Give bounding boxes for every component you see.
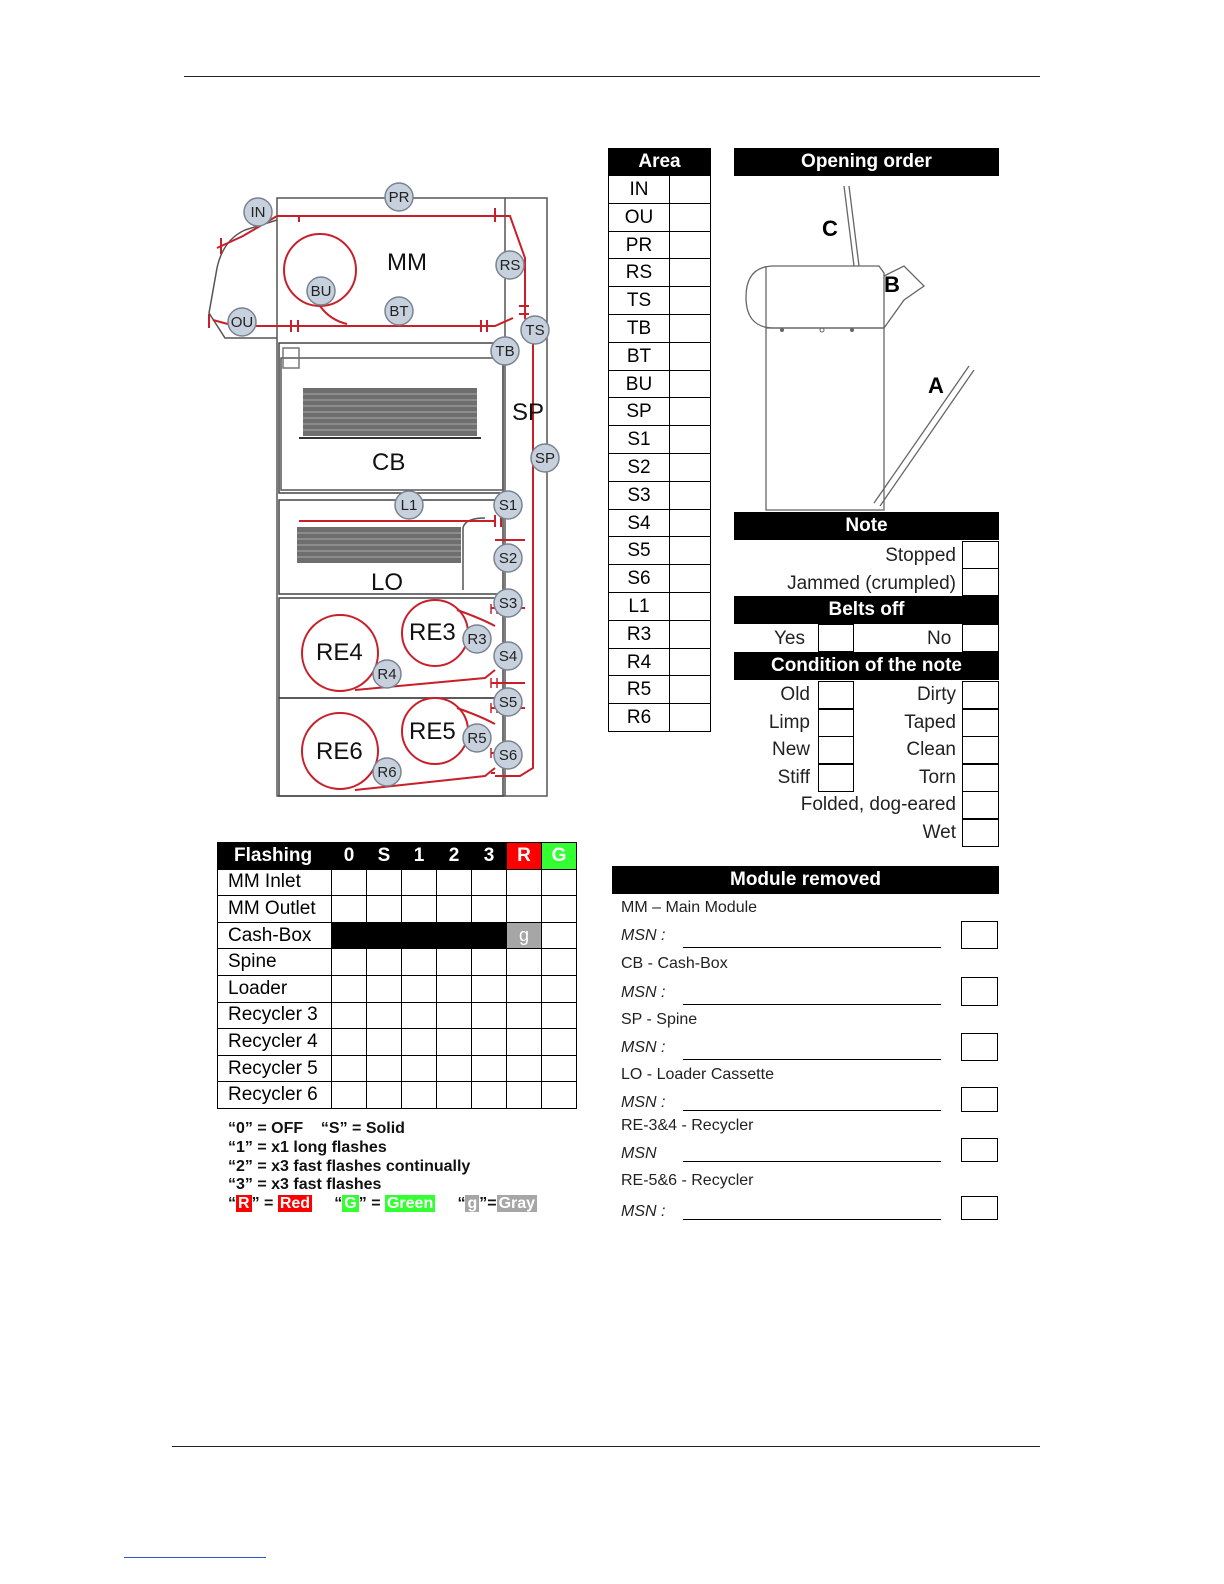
area-checkbox[interactable] [670, 371, 710, 398]
area-row [608, 232, 711, 260]
note-jammed-checkbox[interactable] [962, 568, 999, 596]
module-removed-title: CB - Cash-Box [621, 955, 728, 972]
col-green: G [542, 843, 577, 870]
condition-new-checkbox[interactable] [818, 736, 854, 764]
legend-line-3: “2” = x3 fast flashes continually [228, 1158, 471, 1175]
flashing-cell[interactable] [542, 896, 577, 923]
area-code: S6 [609, 565, 670, 592]
msn-input-line[interactable] [683, 1161, 941, 1162]
legend-green-word: Green [386, 1195, 434, 1212]
flashing-cell[interactable] [437, 1055, 472, 1082]
condition-stiff-label: Stiff [777, 766, 810, 788]
msn-label: MSN : [621, 927, 666, 944]
col-1: 1 [402, 843, 437, 870]
msn-input-line[interactable] [683, 947, 941, 948]
flashing-cell[interactable] [472, 949, 507, 976]
area-code: TB [609, 315, 670, 342]
flashing-cell[interactable] [367, 975, 402, 1002]
belts-no-label: No [927, 628, 952, 649]
msn-label: MSN [621, 1145, 657, 1162]
flashing-cell [472, 922, 507, 949]
flashing-cell[interactable] [437, 896, 472, 923]
area-checkbox[interactable] [670, 426, 710, 453]
flashing-cell[interactable] [402, 1002, 437, 1029]
module-removed-checkbox[interactable] [961, 1087, 998, 1112]
note-path [209, 208, 533, 790]
sensor-s1-label: S1 [498, 497, 518, 514]
flashing-cell[interactable] [507, 896, 542, 923]
area-row [608, 621, 711, 649]
module-removed-header: Module removed [612, 866, 999, 894]
flashing-header: Flashing [218, 843, 332, 870]
area-row [608, 482, 711, 510]
module-re3: RE3 [409, 619, 456, 646]
sensor-rs-label: RS [499, 257, 521, 274]
area-row [608, 315, 711, 343]
area-row [608, 204, 711, 232]
msn-label: MSN : [621, 1203, 666, 1220]
area-row [608, 287, 711, 315]
note-stopped-checkbox[interactable] [962, 541, 999, 569]
sensor-r5-label: R5 [467, 730, 487, 747]
condition-folded-dog-eared-checkbox[interactable] [962, 791, 999, 819]
flashing-cell[interactable] [332, 896, 367, 923]
legend-line-4: “3” = x3 fast flashes [228, 1176, 382, 1193]
area-row [608, 676, 711, 704]
sensor-sp-label: SP [534, 450, 556, 467]
area-code: R6 [609, 704, 670, 731]
module-removed-checkbox[interactable] [961, 921, 998, 949]
module-sp: SP [512, 399, 545, 426]
sensor-r4-label: R4 [377, 666, 397, 683]
legend-line-2: “1” = x1 long flashes [228, 1139, 387, 1156]
sensor-pr-label: PR [388, 189, 410, 206]
area-code: IN [609, 176, 670, 203]
module-removed-title: SP - Spine [621, 1011, 698, 1028]
sensor-ou-label: OU [230, 314, 254, 331]
flashing-cell[interactable] [472, 896, 507, 923]
area-checkbox[interactable] [670, 704, 710, 731]
flashing-cell[interactable] [472, 1029, 507, 1056]
note-stopped-label: Stopped [885, 545, 956, 566]
area-code: TS [609, 287, 670, 314]
col-2: 2 [437, 843, 472, 870]
area-row [608, 565, 711, 593]
area-checkbox[interactable] [670, 204, 710, 231]
module-removed-title: MM – Main Module [621, 899, 758, 916]
area-code: R5 [609, 676, 670, 703]
flashing-cell[interactable] [367, 1082, 402, 1109]
flashing-cell[interactable] [332, 869, 367, 896]
area-row [608, 343, 711, 371]
flashing-cell[interactable] [472, 1002, 507, 1029]
flashing-cell[interactable] [367, 869, 402, 896]
sensor-s4-label: S4 [498, 648, 518, 665]
flashing-table [217, 842, 577, 1109]
area-code: R3 [609, 621, 670, 648]
flashing-cell[interactable] [507, 1082, 542, 1109]
flashing-row-label: Recycler 3 [218, 1002, 332, 1029]
condition-clean-checkbox[interactable] [962, 736, 999, 764]
flashing-row [218, 922, 577, 949]
area-checkbox[interactable] [670, 232, 710, 259]
condition-old-label: Old [780, 684, 810, 705]
flashing-cell[interactable] [332, 975, 367, 1002]
msn-label: MSN : [621, 1094, 666, 1111]
area-checkbox[interactable] [670, 676, 710, 703]
opening-order-header: Opening order [734, 148, 999, 176]
area-row [608, 426, 711, 454]
flashing-cell[interactable] [437, 869, 472, 896]
flashing-cell[interactable] [332, 1002, 367, 1029]
module-re5: RE5 [409, 718, 456, 745]
flashing-cell[interactable] [437, 1029, 472, 1056]
area-code: RS [609, 259, 670, 286]
area-row [608, 259, 711, 287]
flashing-cell[interactable] [472, 869, 507, 896]
sensor-in-label: IN [250, 204, 266, 221]
bottom-rule [172, 1446, 1040, 1447]
flashing-row-label: Cash-Box [218, 922, 332, 949]
module-removed-title: RE-3&4 - Recycler [621, 1117, 754, 1134]
sensor-r6-label: R6 [377, 764, 397, 781]
flashing-row-label: Spine [218, 949, 332, 976]
area-checkbox[interactable] [670, 343, 710, 370]
area-checkbox[interactable] [670, 621, 710, 648]
flashing-row [218, 1055, 577, 1082]
condition-old-checkbox[interactable] [818, 681, 854, 709]
flashing-cell[interactable] [402, 1055, 437, 1082]
condition-wet-checkbox[interactable] [962, 819, 999, 847]
opening-order-diagram [734, 178, 999, 513]
module-removed-checkbox[interactable] [961, 1033, 998, 1061]
condition-wet-label: Wet [922, 821, 956, 843]
flashing-cell[interactable] [367, 1055, 402, 1082]
area-code: BT [609, 343, 670, 370]
flashing-cell[interactable]: g [507, 922, 542, 949]
flashing-cell [367, 922, 402, 949]
machine-path-diagram [195, 178, 575, 808]
flashing-cell[interactable] [437, 975, 472, 1002]
flashing-cell[interactable] [367, 1002, 402, 1029]
condition-stiff-checkbox[interactable] [818, 764, 854, 792]
flashing-row-label: MM Outlet [218, 896, 332, 923]
flashing-row [218, 1082, 577, 1109]
area-table [608, 148, 711, 732]
flashing-row [218, 896, 577, 923]
area-code: PR [609, 232, 670, 259]
module-mm: MM [387, 249, 427, 276]
area-checkbox[interactable] [670, 315, 710, 342]
condition-new-label: New [771, 739, 810, 760]
area-code: SP [609, 398, 670, 425]
sensor-s6-label: S6 [498, 747, 518, 764]
flashing-cell[interactable] [472, 1082, 507, 1109]
flashing-cell [437, 922, 472, 949]
module-re6: RE6 [316, 738, 363, 765]
area-checkbox[interactable] [670, 454, 710, 481]
flashing-cell[interactable] [542, 869, 577, 896]
flashing-cell[interactable] [402, 869, 437, 896]
flashing-cell[interactable] [542, 1082, 577, 1109]
msn-input-line[interactable] [683, 1110, 941, 1111]
flashing-cell[interactable] [472, 1055, 507, 1082]
legend-r-symbol: R [238, 1195, 250, 1212]
msn-input-line[interactable] [683, 1219, 941, 1220]
flashing-cell[interactable] [402, 1029, 437, 1056]
col-0: 0 [332, 843, 367, 870]
flashing-cell[interactable] [402, 949, 437, 976]
flashing-row [218, 1002, 577, 1029]
legend-line-1: “0” = OFF “S” = Solid [228, 1120, 405, 1137]
flashing-cell[interactable] [507, 1029, 542, 1056]
area-checkbox[interactable] [670, 259, 710, 286]
area-row [608, 510, 711, 538]
flashing-cell [402, 922, 437, 949]
flashing-cell[interactable] [507, 975, 542, 1002]
area-checkbox[interactable] [670, 649, 710, 676]
flashing-cell[interactable] [542, 949, 577, 976]
flashing-cell[interactable] [437, 1082, 472, 1109]
area-row [608, 398, 711, 426]
flashing-row [218, 975, 577, 1002]
note-jammed-label: Jammed (crumpled) [787, 573, 956, 594]
flashing-cell[interactable] [542, 975, 577, 1002]
condition-folded-dog-eared-label: Folded, dog-eared [800, 794, 956, 815]
flashing-row-label: Recycler 5 [218, 1055, 332, 1082]
area-code: S2 [609, 454, 670, 481]
area-code: S1 [609, 426, 670, 453]
sensor-l1-label: L1 [400, 497, 418, 514]
flashing-cell[interactable] [507, 1002, 542, 1029]
legend-g-symbol: G [344, 1195, 357, 1212]
sensor-s2-label: S2 [498, 550, 518, 567]
area-header: Area [608, 148, 711, 176]
module-removed-checkbox[interactable] [961, 1138, 998, 1162]
area-code: OU [609, 204, 670, 231]
area-code: S5 [609, 537, 670, 564]
condition-taped-checkbox[interactable] [962, 709, 999, 737]
area-row [608, 704, 711, 732]
sensor-bt-label: BT [389, 303, 409, 320]
flashing-cell[interactable] [367, 896, 402, 923]
flashing-cell[interactable] [332, 1055, 367, 1082]
module-removed-checkbox[interactable] [961, 1196, 998, 1220]
module-removed-checkbox[interactable] [961, 977, 998, 1006]
flashing-cell[interactable] [332, 1082, 367, 1109]
sensor-s5-label: S5 [498, 694, 518, 711]
legend-g-gray-symbol: g [467, 1195, 478, 1212]
sensor-ts-label: TS [525, 322, 545, 339]
belts-yes-checkbox[interactable] [818, 624, 854, 652]
module-cb: CB [372, 449, 406, 476]
condition-taped-label: Taped [904, 711, 956, 733]
flashing-cell[interactable] [437, 1002, 472, 1029]
module-lo: LO [371, 569, 404, 596]
flashing-cell[interactable] [402, 896, 437, 923]
module-removed-title: RE-5&6 - Recycler [621, 1172, 754, 1189]
flashing-cell[interactable] [507, 949, 542, 976]
label-a: A [928, 373, 944, 398]
flashing-cell[interactable] [402, 1082, 437, 1109]
area-code: S3 [609, 482, 670, 509]
note-header: Note [734, 512, 999, 540]
belts-off-header: Belts off [734, 596, 999, 624]
condition-limp-checkbox[interactable] [818, 709, 854, 737]
condition-torn-checkbox[interactable] [962, 764, 999, 792]
flashing-row [218, 949, 577, 976]
belts-yes-label: Yes [774, 628, 805, 649]
label-c: C [822, 216, 838, 241]
area-checkbox[interactable] [670, 176, 710, 203]
flashing-cell [332, 922, 367, 949]
flashing-cell[interactable] [437, 949, 472, 976]
col-red: R [507, 843, 542, 870]
flashing-cell[interactable] [507, 1055, 542, 1082]
area-checkbox[interactable] [670, 510, 710, 537]
area-row [608, 454, 711, 482]
module-re4: RE4 [316, 639, 363, 666]
legend-gray-word: Gray [498, 1195, 536, 1212]
condition-dirty-label: Dirty [916, 684, 956, 705]
area-row [608, 649, 711, 677]
flashing-cell[interactable] [542, 1029, 577, 1056]
flashing-row [218, 869, 577, 896]
col-3: 3 [472, 843, 507, 870]
condition-dirty-checkbox[interactable] [962, 681, 999, 709]
condition-torn-label: Torn [919, 766, 956, 788]
area-code: R4 [609, 649, 670, 676]
sensor-bu-label: BU [310, 283, 332, 300]
module-removed-title: LO - Loader Cassette [621, 1066, 774, 1083]
sensor-tb-label: TB [495, 343, 515, 360]
footer-link-rule [124, 1557, 266, 1558]
condition-clean-label: Clean [906, 739, 956, 760]
area-code: BU [609, 371, 670, 398]
belts-no-checkbox[interactable] [962, 624, 999, 652]
area-checkbox[interactable] [670, 565, 710, 592]
area-checkbox[interactable] [670, 537, 710, 564]
flashing-cell[interactable] [332, 1029, 367, 1056]
flashing-cell[interactable] [542, 1055, 577, 1082]
area-checkbox[interactable] [670, 398, 710, 425]
condition-limp-label: Limp [768, 711, 810, 733]
area-row [608, 593, 711, 621]
flashing-row-label: Loader [218, 975, 332, 1002]
area-row [608, 537, 711, 565]
flashing-cell[interactable] [402, 975, 437, 1002]
area-code: L1 [609, 593, 670, 620]
flashing-cell[interactable] [332, 949, 367, 976]
area-checkbox[interactable] [670, 287, 710, 314]
col-s: S [367, 843, 402, 870]
sensor-r3-label: R3 [467, 631, 487, 648]
label-b: B [884, 272, 900, 297]
msn-input-line[interactable] [683, 1059, 941, 1060]
legend-colors: “ R ” = Red “ G ” = Green “ g ”= Gray [228, 1195, 536, 1212]
flashing-cell[interactable] [542, 922, 577, 949]
flashing-cell[interactable] [367, 1029, 402, 1056]
cashbox-note-stack [299, 388, 481, 438]
area-row [608, 371, 711, 399]
flashing-row-label: MM Inlet [218, 869, 332, 896]
msn-label: MSN : [621, 984, 666, 1001]
flashing-cell[interactable] [542, 1002, 577, 1029]
flashing-cell[interactable] [367, 949, 402, 976]
top-rule [184, 76, 1040, 77]
area-checkbox[interactable] [670, 482, 710, 509]
msn-input-line[interactable] [683, 1004, 941, 1005]
legend-red-word: Red [279, 1195, 311, 1212]
sensor-s3-label: S3 [498, 595, 518, 612]
flashing-cell[interactable] [507, 869, 542, 896]
condition-header: Condition of the note [734, 652, 999, 680]
flashing-cell[interactable] [472, 975, 507, 1002]
area-row [608, 176, 711, 204]
msn-label: MSN : [621, 1039, 666, 1056]
flashing-row-label: Recycler 6 [218, 1082, 332, 1109]
area-checkbox[interactable] [670, 593, 710, 620]
flashing-row [218, 1029, 577, 1056]
flashing-row-label: Recycler 4 [218, 1029, 332, 1056]
area-code: S4 [609, 510, 670, 537]
